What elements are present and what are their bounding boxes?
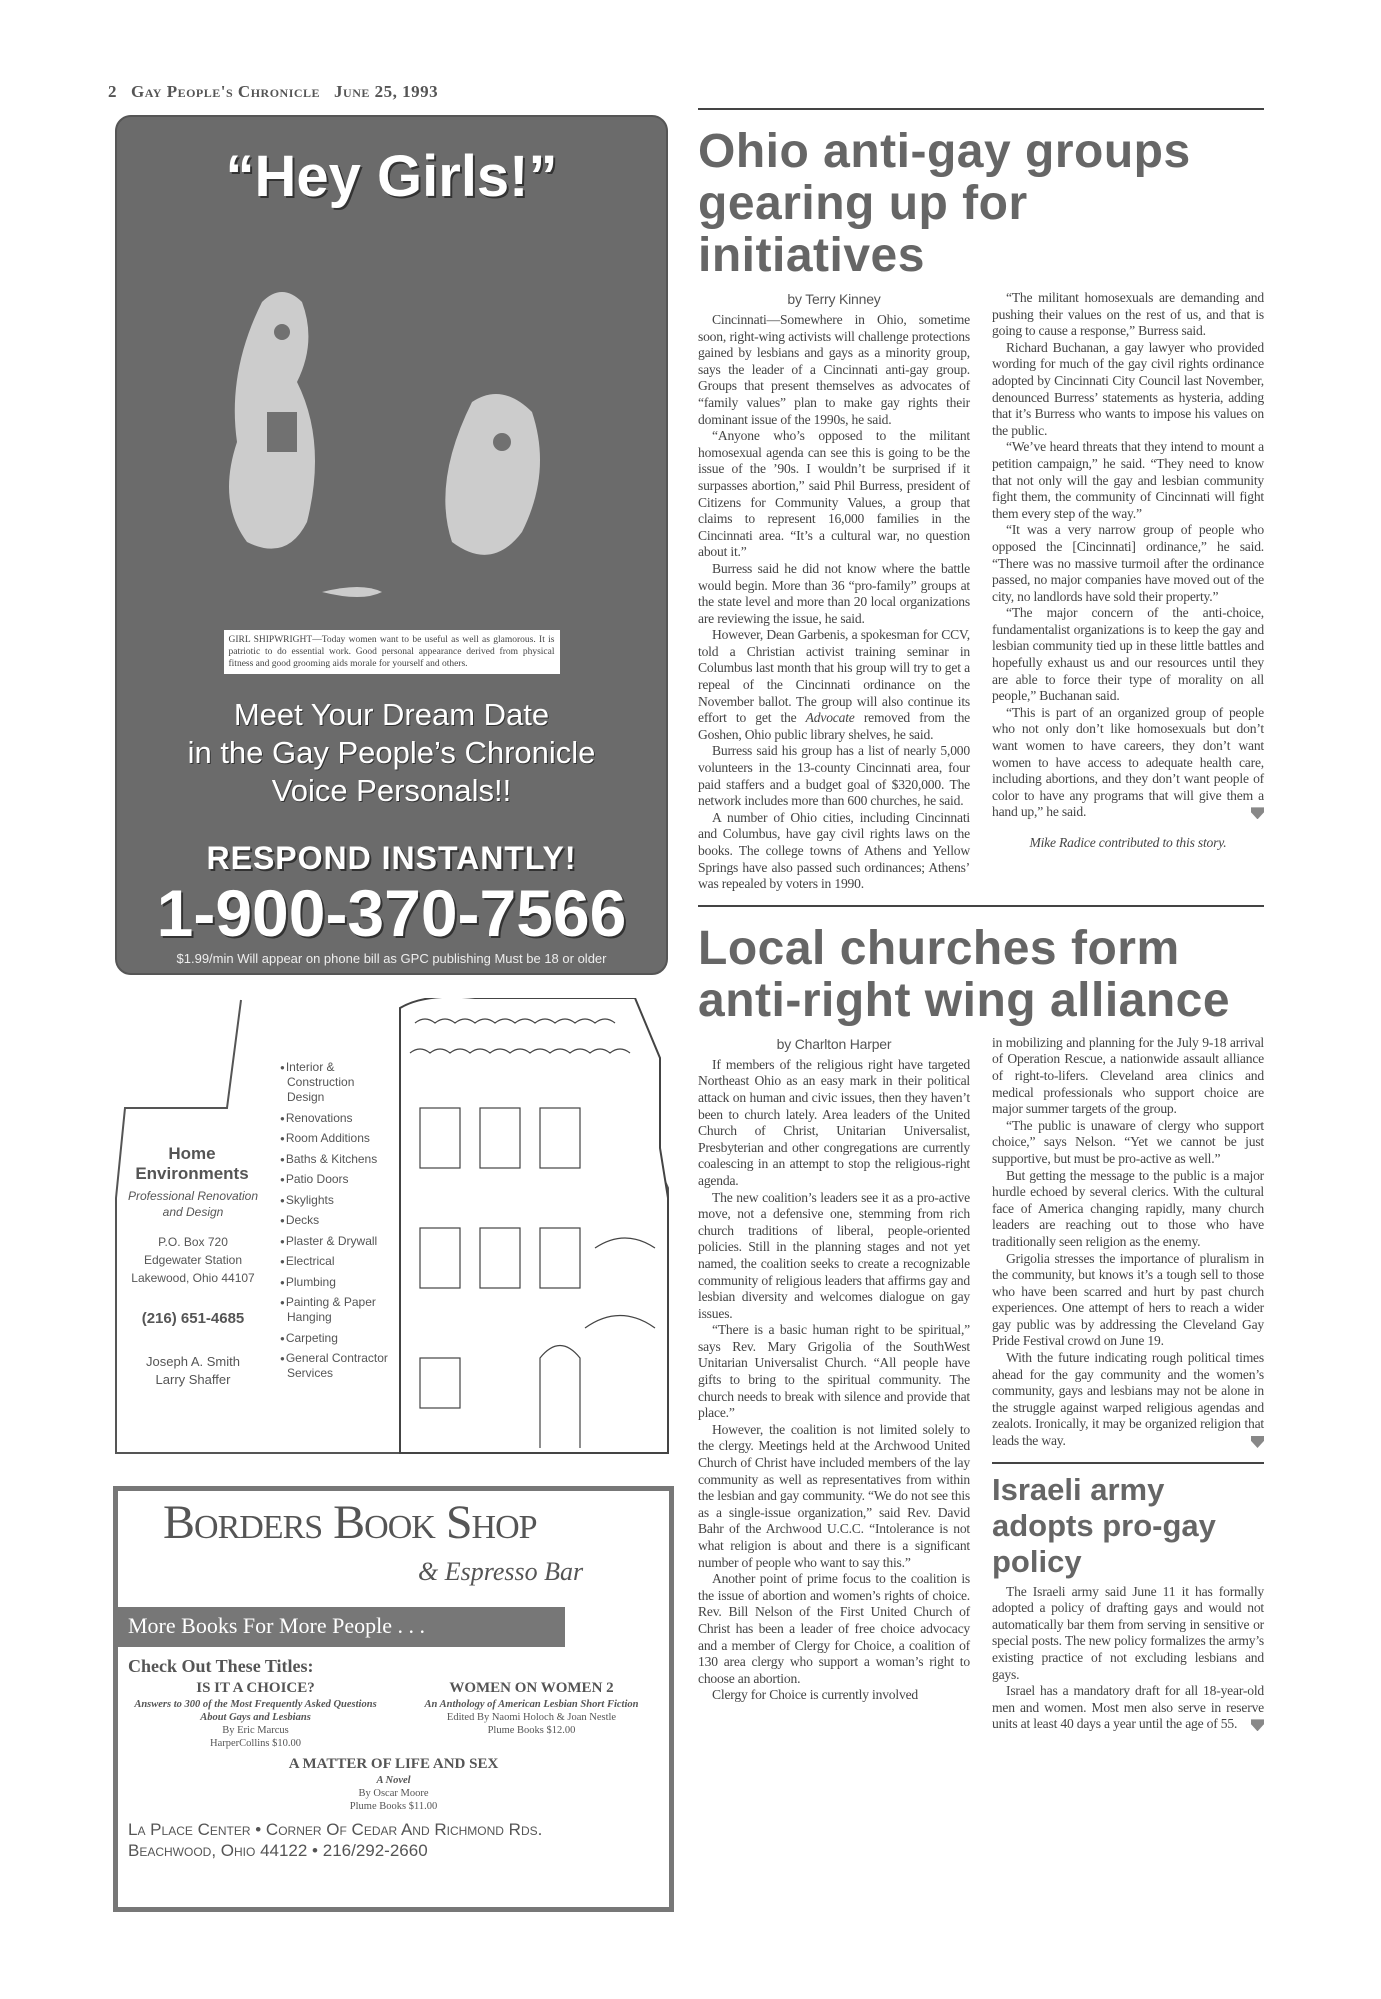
article-byline: by Terry Kinney — [787, 291, 881, 307]
end-of-story-icon — [1251, 1436, 1264, 1448]
ad-book-list — [128, 1655, 659, 1861]
article-paragraph: “This is part of an organized group of people who not only don’t like homosexuals but don’t want women to have careers, they don’t want women to have access to adequate health care, including abortions, and they don’t want people of color to have any programs that will give them a hand up,” he said. — [992, 704, 1264, 820]
article-column — [698, 1035, 970, 1704]
article-paragraph: in mobilizing and planning for the July 9-18 arrival of Operation Rescue, a nationwide assault alliance of right-to-lifers. Cleveland area clinics and medical professionals who support choice are major summer targets of the group. — [992, 1034, 1264, 1117]
service-item: ● Baths & Kitchens — [280, 1152, 392, 1167]
article-paragraph: A number of Ohio cities, including Cincinnati and Columbus, have gay civil rights laws on the books. The college towns of Athens and Yellow Springs have also passed such ordinances; Athens’ was repealed by voters in 1990. — [698, 809, 970, 892]
book-subtitle: An Anthology of American Lesbian Short Fiction — [424, 1699, 639, 1710]
ad-fine-print: $1.99/min Will appear on phone bill as GPC publishing Must be 18 or older — [176, 951, 607, 966]
article-paragraph: Cincinnati—Somewhere in Ohio, sometime soon, right-wing activists will challenge protections gained by lesbians and gays as a minority group, says the leader of a Cincinnati anti-gay group. Groups that present themselves as advocates of “family values” plan to make gay rights their dominant issue of the 1990s, he said. — [698, 312, 970, 427]
article-paragraph: Grigolia stresses the importance of pluralism in the community, but knows it’s a tough sell to those who have been scarred and hurt by past church experiences. One attempt of hers to reach a wider gay public was by addressing the Cleveland Gay Pride Festival crowd on June 19. — [992, 1250, 1264, 1349]
article-paragraph: “We’ve heard threats that they intend to mount a petition campaign,” he said. “They need to know that not only will the gay and lesbian community fight them, the community of Cincinnati will fight them every step of the way.” — [992, 439, 1264, 521]
article-paragraph: The Israeli army said June 11 it has formally adopted a policy of drafting gays and would not automatically bar them from serving in sensitive or special posts. The new policy formalizes the army’s existing practice of not excluding lesbians and gays. — [992, 1583, 1264, 1682]
services-list — [280, 1060, 392, 1387]
ad-photo — [172, 232, 612, 622]
home-environments-ad — [115, 998, 672, 1458]
service-item: ● Skylights — [280, 1193, 392, 1208]
article-paragraph: If members of the religious right have targeted Northeast Ohio as an easy mark in their political attack on human and civic issues, then they haven’t been to church lately. Area leaders of the United Church of Christ, Unitarian Universalist, Presbyterian and other congregations are currently coalescing in an attempt to stop the religious-right agenda. — [698, 1056, 970, 1188]
article-paragraph: “Anyone who’s opposed to the militant homosexual agenda can see this is going to be the issue of the ’90s. I wouldn’t be surprised if it surpasses abortion,” said Phil Burress, president of Citizens for Community Values, a group that claims to represent 16,000 families in the Cincinnati area. “It’s a cultural war, no question about it.” — [698, 428, 970, 560]
service-item: ● Plumbing — [280, 1275, 392, 1290]
divider — [698, 108, 1264, 110]
service-item: ● General Contractor Services — [280, 1351, 392, 1381]
article-body — [698, 290, 1264, 893]
book-listing — [244, 1755, 544, 1813]
book-subtitle: Answers to 300 of the Most Frequently Asked Questions About Gays and Lesbians — [134, 1699, 377, 1723]
page-header — [108, 82, 452, 102]
book-title: A MATTER OF LIFE AND SEX — [288, 1756, 499, 1772]
ad-headline-line: Voice Personals!! — [271, 773, 512, 808]
ad-title: “Hey Girls!” — [225, 144, 558, 209]
article-paragraph: However, the coalition is not limited solely to the clergy. Meetings held at the Archwood United Church of Christ have included members of the lay community as well as representatives from within the lesbian and gay community. “We do not see this as a single-issue organization,” said Rev. David Bahr of the Archwood U.C.C. “Intolerance is not what religion is about and there is a significant number of people who want to say this.” — [698, 1421, 970, 1570]
house-illustration — [115, 998, 672, 1458]
ad-headline — [117, 696, 666, 810]
service-item: ● Carpeting — [280, 1331, 392, 1346]
article-column — [698, 290, 970, 893]
personals-ad — [115, 115, 668, 975]
article-paragraph: “There is a basic human right to be spiritual,” says Rev. Mary Grigolia of the SouthWest Unitarian Universalist Church. “All people have gifts to bring to the spiritual community. The church needs to break with silence and provide that place.” — [698, 1322, 970, 1421]
paper-name: Gay People's Chronicle — [131, 82, 321, 101]
company-name: Home Environments — [135, 1144, 249, 1183]
service-item: ● Plaster & Drywall — [280, 1234, 392, 1249]
address-line: Beachwood, Ohio 44122 • 216/292-2660 — [128, 1841, 428, 1860]
article-byline: by Charlton Harper — [776, 1035, 892, 1052]
article-paragraph: Israel has a mandatory draft for all 18-year-old men and women. Most men also serve in reserve units at least 40 days a year until the age of 55. — [992, 1683, 1264, 1732]
end-of-story-icon — [1251, 1719, 1264, 1731]
right-column — [992, 1035, 1264, 1733]
company-phone: (216) 651-4685 — [141, 1310, 245, 1327]
address-line: Edgewater Station — [143, 1253, 243, 1267]
article-paragraph: However, Dean Garbenis, a spokesman for CCV, told a Christian activist training seminar in Columbus last month that his group will try to get a repeal of the Cincinnati ordinance on the November ballot. The group will also continue its effort to get the Advocate removed from the Goshen, Ohio public library shelves, he said. — [698, 627, 970, 742]
articles-area — [698, 108, 1264, 1733]
book-author: By Oscar Moore — [358, 1788, 429, 1799]
article-paragraph: Burress said he did not know where the battle would begin. More than 36 “pro-family” groups at the state level and more than 20 local organizations are reviewing the issue, he said. — [698, 560, 970, 626]
address-line: P.O. Box 720 — [158, 1235, 228, 1249]
article-paragraph: With the future indicating rough political times ahead for the gay community and the women’s community, gays and lesbians may not be alone in the struggle against warped religious agendas and zealots. Ironically, it may be organized religion that leads the way. — [992, 1350, 1264, 1449]
divider — [992, 1462, 1264, 1464]
book-row — [128, 1679, 659, 1750]
book-publisher-price: HarperCollins $10.00 — [210, 1738, 301, 1749]
contact-name: Joseph A. Smith — [146, 1354, 240, 1369]
women-photo-image — [172, 232, 612, 622]
book-author: By Eric Marcus — [222, 1725, 289, 1736]
ad-headline-line: in the Gay People’s Chronicle — [187, 735, 596, 770]
article-headline: Local churches form anti-right wing alliance — [698, 921, 1231, 1027]
service-item: ● Patio Doors — [280, 1172, 392, 1187]
company-contacts — [123, 1353, 263, 1389]
divider — [698, 905, 1264, 907]
article-column — [992, 290, 1264, 852]
book-title: WOMEN ON WOMEN 2 — [449, 1680, 614, 1696]
address-line: Lakewood, Ohio 44107 — [131, 1271, 255, 1285]
service-item: ● Painting & Paper Hanging — [280, 1295, 392, 1325]
book-subtitle: A Novel — [376, 1775, 411, 1786]
company-address — [123, 1233, 263, 1287]
article-paragraph: Another point of prime focus to the coalition is the issue of abortion and women’s rights of choice. Rev. Bill Nelson of the First United Church of Christ has been a leader of free choice advocacy and a member of Clergy for Choice, a coalition of 130 area clergy who support a woman’s right to choose an abortion. — [698, 1571, 970, 1686]
article-paragraph: Richard Buchanan, a gay lawyer who provided wording for much of the gay civil rights ordinance adopted by Cincinnati City Council last November, denounced Burress’ statements as hysteria, adding that it’s Burress who wants to impose his values on the public. — [992, 339, 1264, 438]
contact-name: Larry Shaffer — [155, 1372, 231, 1387]
article-body — [698, 1035, 1264, 1733]
photo-caption: GIRL SHIPWRIGHT—Today women want to be useful as well as glamorous. It is patriotic to do essential work. Good personal appearance derived from physical fitness and good grooming aids morale for yourself and others. — [224, 630, 560, 674]
address-line: La Place Center • Corner Of Cedar And Richmond Rds. — [128, 1820, 543, 1839]
service-item: ● Interior & Construction Design — [280, 1060, 392, 1105]
article-paragraph: “It was a very narrow group of people who opposed the [Cincinnati] ordinance,” he said. “There was no massive turmoil after the ordinance passed, no major companies have moved out of the city, no landlords have sold their property.” — [992, 522, 1264, 604]
book-listing — [128, 1679, 383, 1750]
respond-text: RESPOND INSTANTLY! — [206, 840, 577, 876]
article-credit: Mike Radice contributed to this story. — [1029, 835, 1227, 850]
article-paragraph: “The major concern of the anti-choice, fundamentalist organizations is to keep the gay and lesbian community tied up in these little battles and hopefully exhaust us and our resources until they are able to force their type of morality on all people,” Buchanan said. — [992, 605, 1264, 704]
ad-banner: More Books For More People . . . — [118, 1607, 565, 1647]
article-column — [992, 1035, 1264, 1450]
end-of-story-icon — [1251, 807, 1264, 819]
borders-book-shop-ad — [113, 1486, 674, 1912]
book-listing — [404, 1679, 659, 1750]
article-headline: Israeli army adopts pro-gay policy — [992, 1471, 1216, 1579]
service-item: ● Room Additions — [280, 1131, 392, 1146]
article-paragraph: Clergy for Choice is currently involved — [712, 1687, 919, 1703]
ad-headline-line: Meet Your Dream Date — [233, 697, 550, 732]
article-paragraph: “The militant homosexuals are demanding and pushing their values on the rest of us, and that is going to cause a response,” Burress said. — [992, 290, 1264, 339]
article-headline: Ohio anti-gay groups gearing up for initiatives — [698, 125, 1191, 282]
issue-date: June 25, 1993 — [334, 82, 439, 101]
titles-heading: Check Out These Titles: — [128, 1656, 314, 1676]
book-publisher-price: Plume Books $12.00 — [487, 1725, 576, 1736]
article-column — [992, 1584, 1264, 1733]
article-paragraph: But getting the message to the public is a major hurdle echoed by several clerics. With the cultural face of America changing rapidly, many church leaders are reaching out to those who have traditionally seen religion as the enemy. — [992, 1167, 1264, 1249]
article-paragraph: Burress said his group has a list of nearly 5,000 volunteers in the 13-county Cincinnati area, four paid staffers and a budget goal of $320,000. The network includes more than 600 churches, he said. — [698, 743, 970, 809]
service-item: ● Electrical — [280, 1254, 392, 1269]
company-tagline: Professional Renovation and Design — [127, 1189, 259, 1219]
article-paragraph: “The public is unaware of clergy who support choice,” says Nelson. “Yet we cannot be just supportive, but must be pro-active as well.” — [992, 1117, 1264, 1166]
ad-phone-number: 1-900-370-7566 — [156, 876, 627, 950]
service-item: ● Decks — [280, 1213, 392, 1228]
book-author: Edited By Naomi Holoch & Joan Nestle — [446, 1712, 617, 1723]
store-address — [128, 1819, 659, 1861]
article-paragraph: The new coalition’s leaders see it as a pro-active move, not a defensive one, stemming from rich church traditions of liberal, people-oriented policies. Still in the planning stages and not yet named, the coalition seeks to create a recognizable community of religious leaders that affirms gay and lesbian diversity and welcomes dialogue on gay issues. — [698, 1189, 970, 1321]
service-item: ● Renovations — [280, 1111, 392, 1126]
book-publisher-price: Plume Books $11.00 — [349, 1801, 438, 1812]
page-number: 2 — [108, 82, 117, 101]
espresso-bar-logo: & Espresso Bar — [418, 1557, 584, 1586]
book-title: IS IT A CHOICE? — [196, 1680, 315, 1696]
borders-logo: Borders Book Shop — [163, 1496, 537, 1549]
